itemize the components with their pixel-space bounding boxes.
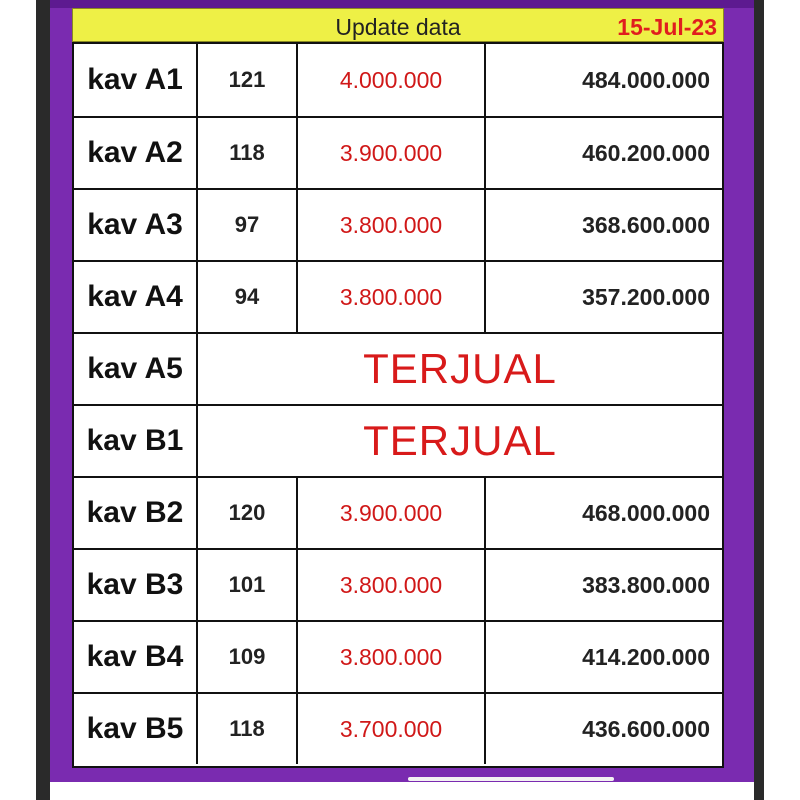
table-row-sold (74, 404, 722, 476)
price-table (72, 42, 724, 768)
plot-total: 436.600.000 (582, 715, 710, 742)
table-row (74, 260, 722, 332)
table-row (74, 548, 722, 620)
plot-name: kav B1 (74, 406, 198, 476)
plot-area: 121 (198, 44, 298, 116)
plot-area: 120 (198, 478, 298, 548)
table-row (74, 476, 722, 548)
right-bezel (754, 0, 764, 800)
plot-total: 414.200.000 (582, 643, 710, 670)
header-title: Update data (335, 14, 461, 40)
plot-name: kav A1 (74, 44, 198, 116)
plot-total: 357.200.000 (582, 283, 710, 310)
plot-price: 3.800.000 (298, 550, 486, 620)
plot-name: kav B2 (74, 478, 198, 548)
bottom-bar (50, 782, 754, 800)
plot-price: 4.000.000 (298, 44, 486, 116)
plot-name: kav A4 (74, 262, 198, 332)
plot-total: 468.000.000 (582, 499, 710, 526)
plot-area: 118 (198, 118, 298, 188)
plot-total: 383.800.000 (582, 571, 710, 598)
plot-area: 94 (198, 262, 298, 332)
plot-name: kav A5 (74, 334, 198, 404)
table-row (74, 116, 722, 188)
plot-price: 3.800.000 (298, 190, 486, 260)
table-row-sold (74, 332, 722, 404)
plot-price: 3.900.000 (298, 118, 486, 188)
plot-total: 484.000.000 (582, 66, 710, 93)
table-row (74, 692, 722, 764)
table-row (74, 188, 722, 260)
table-header (72, 8, 724, 42)
table-row (74, 620, 722, 692)
home-indicator[interactable] (408, 777, 614, 781)
plot-price: 3.800.000 (298, 262, 486, 332)
sold-status: TERJUAL (363, 345, 557, 392)
plot-name: kav A3 (74, 190, 198, 260)
plot-area: 118 (198, 694, 298, 764)
table-row (74, 44, 722, 116)
plot-area: 97 (198, 190, 298, 260)
plot-area: 109 (198, 622, 298, 692)
plot-name: kav B5 (74, 694, 198, 764)
left-edge (0, 0, 36, 800)
plot-name: kav B4 (74, 622, 198, 692)
plot-price: 3.800.000 (298, 622, 486, 692)
plot-name: kav B3 (74, 550, 198, 620)
plot-total: 368.600.000 (582, 211, 710, 238)
left-bezel (36, 0, 50, 800)
plot-price: 3.700.000 (298, 694, 486, 764)
sold-status: TERJUAL (363, 417, 557, 464)
plot-total: 460.200.000 (582, 139, 710, 166)
plot-name: kav A2 (74, 118, 198, 188)
right-edge (764, 0, 800, 800)
header-date: 15-Jul-23 (617, 14, 717, 40)
plot-area: 101 (198, 550, 298, 620)
plot-price: 3.900.000 (298, 478, 486, 548)
